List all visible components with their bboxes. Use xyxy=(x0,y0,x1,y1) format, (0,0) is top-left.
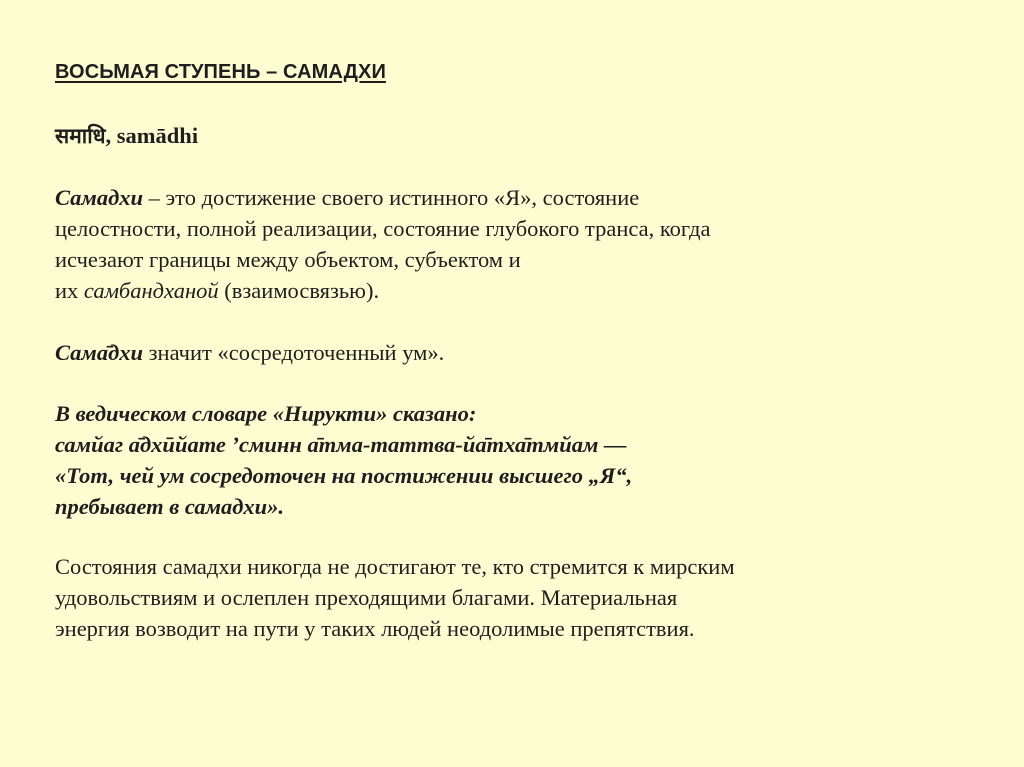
quote-line: «Тот, чей ум сосредоточен на постижении высшего „Я“, xyxy=(55,463,633,488)
quote-line: самйаг а̄дхӣйате ’сминн а̄тма-таттва-йа̄тха̄тмйам — xyxy=(55,432,627,457)
sanskrit-term-transliteration: , samādhi xyxy=(105,123,199,148)
definition-line xyxy=(55,182,710,213)
definition-suffix: (взаимосвязью). xyxy=(218,278,380,303)
closing-paragraph xyxy=(55,551,735,644)
definition-paragraph xyxy=(55,182,710,306)
definition-line xyxy=(55,275,710,306)
definition-prefix: их xyxy=(55,278,84,303)
closing-line: Состояния самадхи никогда не достигают те, кто стремится к мирским xyxy=(55,554,735,579)
quote-line: пребывает в самадхи». xyxy=(55,494,285,519)
meaning-paragraph xyxy=(55,337,444,368)
meaning-text: значит «сосредоточенный ум». xyxy=(143,340,445,365)
meaning-term: Сама̄дхи xyxy=(55,340,144,365)
closing-line: энергия возводит на пути у таких людей неодолимые препятствия. xyxy=(55,616,695,641)
definition-italic-term: самбандханой xyxy=(83,278,219,303)
definition-text: – это достижение своего истинного «Я», состояние xyxy=(143,185,640,210)
slide-heading: ВОСЬМАЯ СТУПЕНЬ – САМАДХИ xyxy=(55,61,386,83)
sanskrit-term-line xyxy=(55,120,198,152)
quote-line: В ведическом словаре «Нирукти» сказано: xyxy=(55,401,477,426)
definition-line: исчезают границы между объектом, субъектом и xyxy=(55,247,521,272)
nirukta-quote-paragraph xyxy=(55,398,632,522)
sanskrit-term-devanagari: समाधि xyxy=(55,124,106,148)
definition-line: целостности, полной реализации, состояние глубокого транса, когда xyxy=(55,216,711,241)
definition-term: Самадхи xyxy=(55,185,144,210)
closing-line: удовольствиям и ослеплен преходящими благами. Материальная xyxy=(55,585,678,610)
